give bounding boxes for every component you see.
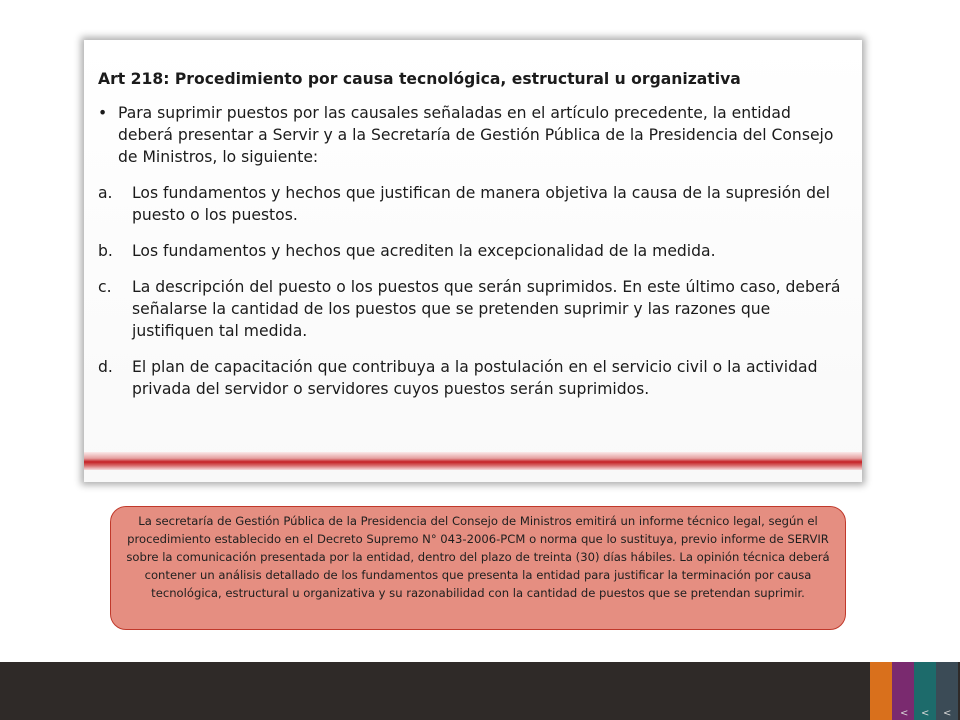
- list-item-text: Los fundamentos y hechos que justifican de manera objetiva la causa de la supresión del puesto o los puestos.: [132, 184, 830, 224]
- list-marker: d.: [98, 358, 113, 376]
- decorative-red-band: [84, 452, 862, 470]
- list-item-text: Los fundamentos y hechos que acrediten la excepcionalidad de la medida.: [132, 242, 716, 260]
- footer-bar: [0, 662, 960, 720]
- note-text: La secretaría de Gestión Pública de la Presidencia del Consejo de Ministros emitirá un informe técnico legal, según el procedimiento establecido en el Decreto Supremo N° 043-2006-PCM o norma que lo sustituya, previo informe de SERVIR sobre la comunicación presentada por la entidad, dentro del plazo de treinta (30) días hábiles. La opinión técnica deberá contener un análisis detallado de los fundamentos que presenta la entidad para justificar la terminación por causa tecnológica, estructural u organizativa y su razonabilidad con la cantidad de puestos que se pretendan suprimir.: [126, 514, 830, 600]
- list-item-c: [98, 276, 843, 342]
- nav-arrow-icon[interactable]: <: [921, 708, 930, 719]
- bullet-dot-icon: •: [98, 104, 108, 122]
- list-marker: c.: [98, 278, 112, 296]
- nav-arrow-icon[interactable]: <: [943, 708, 952, 719]
- content-card: [84, 40, 862, 482]
- nav-arrow-icon[interactable]: <: [900, 708, 909, 719]
- article-heading: Art 218: Procedimiento por causa tecnológica, estructural u organizativa: [98, 70, 741, 88]
- intro-bullet-text: Para suprimir puestos por las causales señaladas en el artículo precedente, la entidad deberá presentar a Servir y a la Secretaría de Gestión Pública de la Presidencia del Consejo de Ministros, lo siguiente:: [118, 104, 834, 166]
- list-item-text: La descripción del puesto o los puestos que serán suprimidos. En este último caso, deberá señalarse la cantidad de los puestos que se pretenden suprimir y las razones que justifiquen tal medida.: [132, 278, 841, 340]
- intro-bullet: [98, 102, 843, 168]
- list-item-a: [98, 182, 843, 226]
- footer-tab-orange: [870, 662, 892, 720]
- list-item-text: El plan de capacitación que contribuya a la postulación en el servicio civil o la actividad privada del servidor o servidores cuyos puestos serán suprimidos.: [132, 358, 818, 398]
- article-content: [98, 68, 843, 414]
- note-callout: [110, 506, 846, 630]
- list-item-b: [98, 240, 843, 262]
- list-marker: a.: [98, 184, 113, 202]
- list-marker: b.: [98, 242, 113, 260]
- list-item-d: [98, 356, 843, 400]
